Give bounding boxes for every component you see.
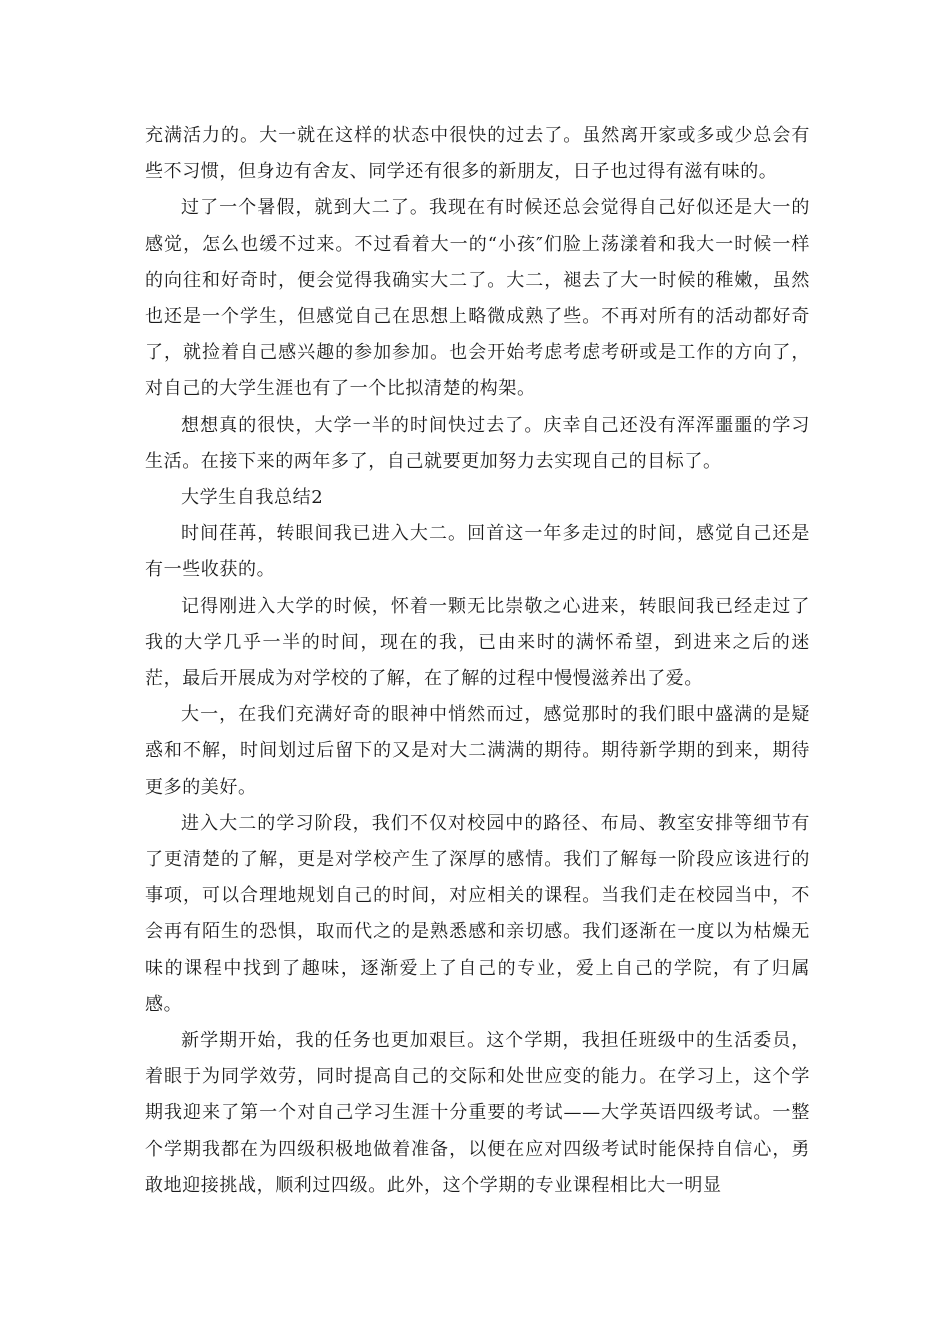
paragraph: 想想真的很快，大学一半的时间快过去了。庆幸自己还没有浑浑噩噩的学习生活。在接下来的两年多了，自己就要更加努力去实现自己的目标了。	[145, 414, 810, 472]
paragraph: 进入大二的学习阶段，我们不仅对校园中的路径、布局、教室安排等细节有了更清楚的了解，更是对学校产生了深厚的感情。我们了解每一阶段应该进行的事项，可以合理地规划自己的时间，对应相关的课程。当我们走在校园当中，不会再有陌生的恐惧，取而代之的是熟悉感和亲切感。我们逐渐在一度以为枯燥无味的课程中找到了趣味，逐渐爱上了自己的专业，爱上自己的学院，有了归属感。	[145, 812, 810, 1015]
paragraph-continued: 充满活力的。大一就在这样的状态中很快的过去了。虽然离开家或多或少总会有些不习惯，但身边有舍友、同学还有很多的新朋友，日子也过得有滋有味的。	[145, 125, 810, 183]
paragraph: 记得刚进入大学的时候，怀着一颗无比崇敬之心进来，转眼间我已经走过了我的大学几乎一半的时间，现在的我，已由来时的满怀希望，到进来之后的迷茫，最后开展成为对学校的了解，在了解的过程中慢慢滋养出了爱。	[145, 595, 810, 690]
section-heading: 大学生自我总结2	[181, 487, 324, 509]
paragraph: 新学期开始，我的任务也更加艰巨。这个学期，我担任班级中的生活委员，着眼于为同学效劳，同时提高自己的交际和处世应变的能力。在学习上，这个学期我迎来了第一个对自己学习生涯十分重要的考试——大学英语四级考试。一整个学期我都在为四级积极地做着准备，以便在应对四级考试时能保持自信心，勇敢地迎接挑战，顺利过四级。此外，这个学期的专业课程相比大一明显	[145, 1030, 810, 1196]
paragraph: 时间荏苒，转眼间我已进入大二。回首这一年多走过的时间，感觉自己还是有一些收获的。	[145, 523, 810, 581]
document-body	[145, 118, 810, 1204]
paragraph: 过了一个暑假，就到大二了。我现在有时候还总会觉得自己好似还是大一的感觉，怎么也缓不过来。不过看着大一的“小孩″们脸上荡漾着和我大一时候一样的向往和好奇时，便会觉得我确实大二了。大二，褪去了大一时候的稚嫩，虽然也还是一个学生，但感觉自己在思想上略微成熟了些。不再对所有的活动都好奇了，就捡着自己感兴趣的参加参加。也会开始考虑考虑考研或是工作的方向了，对自己的大学生涯也有了一个比拟清楚的构架。	[145, 197, 810, 400]
paragraph: 大一，在我们充满好奇的眼神中悄然而过，感觉那时的我们眼中盛满的是疑惑和不解，时间划过后留下的又是对大二满满的期待。期待新学期的到来，期待更多的美好。	[145, 704, 810, 798]
